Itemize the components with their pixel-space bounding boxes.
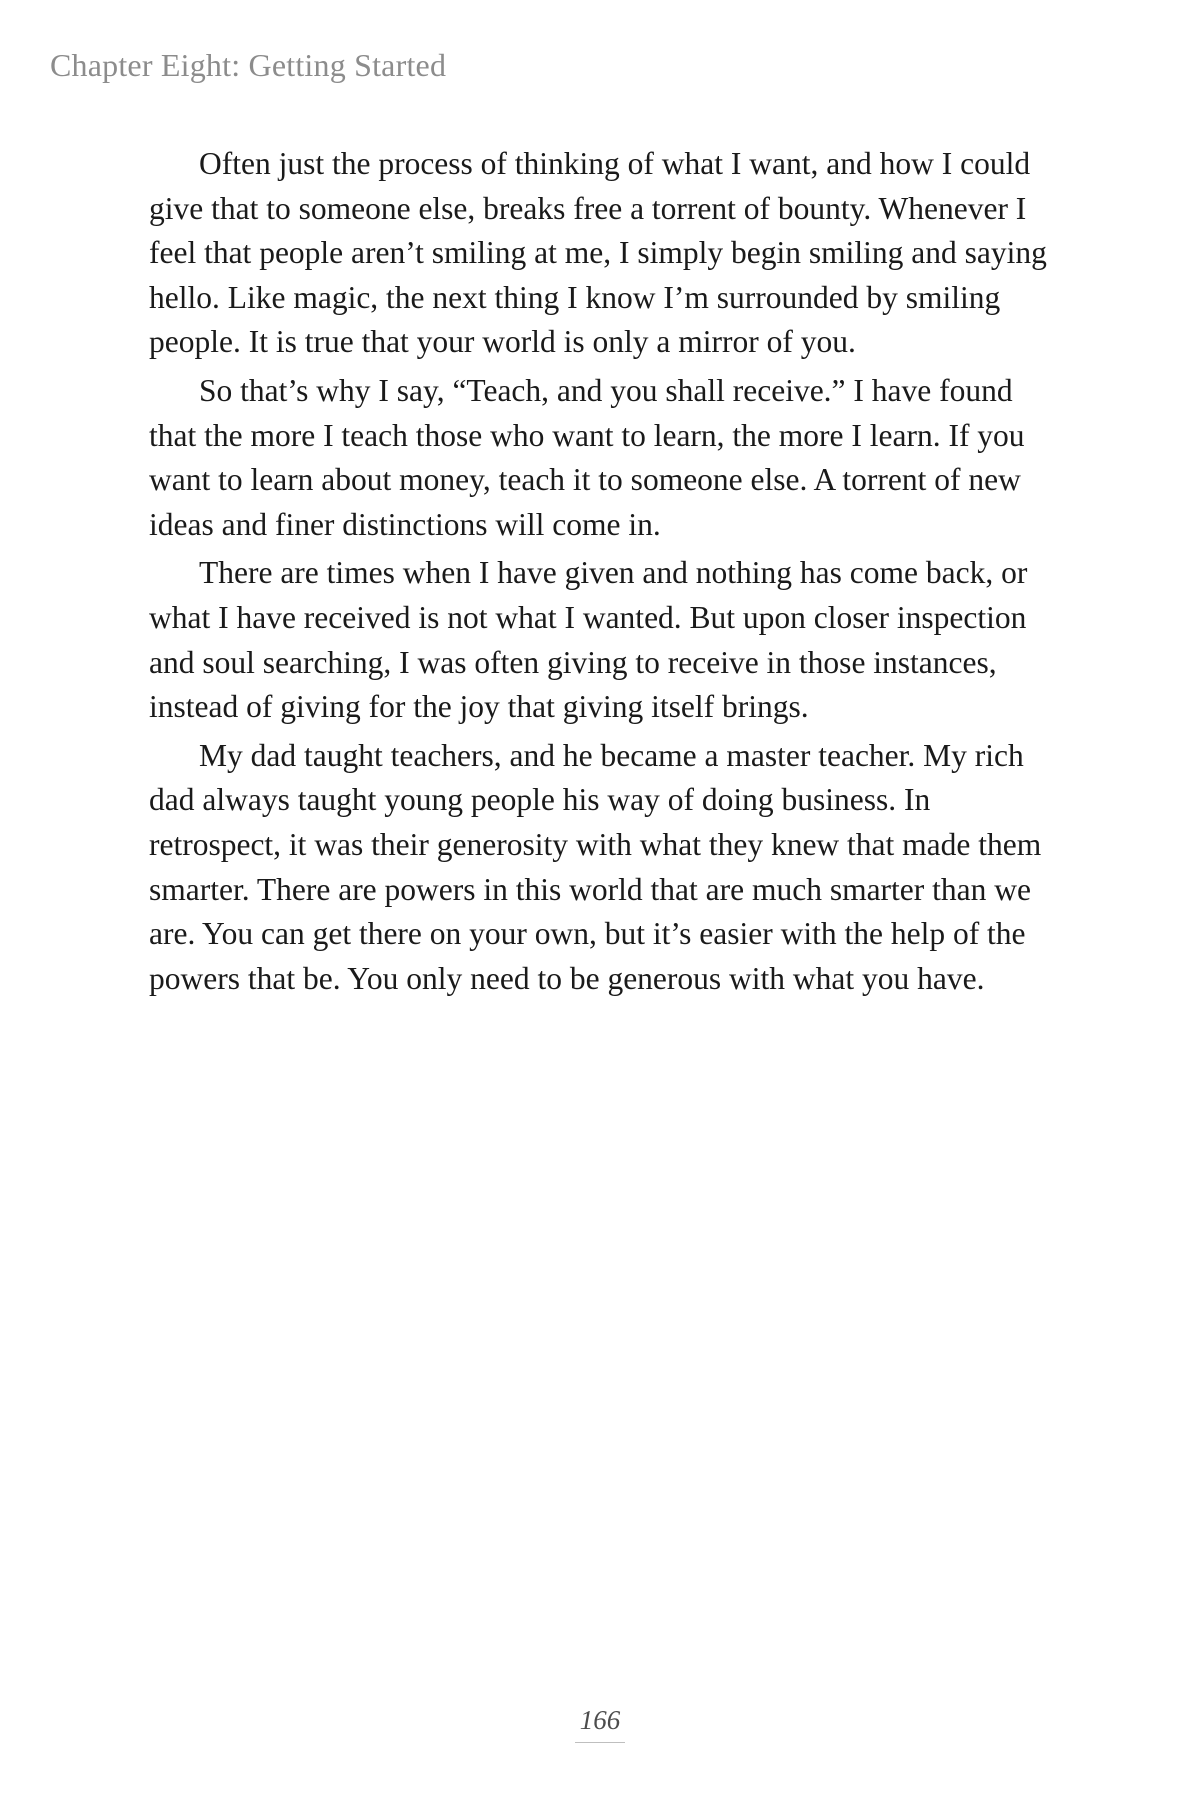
- folio: [0, 1705, 1200, 1743]
- paragraph-2: So that’s why I say, “Teach, and you shall receive.” I have found that the more I teach those who want to learn, the more I learn. If you want to learn about money, teach it to someone else. A torrent of new ideas and finer distinctions will come in.: [149, 372, 1025, 542]
- body-text: [149, 142, 1049, 1005]
- paragraph-1: Often just the process of thinking of what I want, and how I could give that to someone else, breaks free a torrent of bounty. Whenever I feel that people aren’t smiling at me, I simply begin smiling and saying hello. Like magic, the next thing I know I’m surrounded by smiling people. It is true that your world is only a mirror of you.: [149, 146, 1047, 360]
- page-number: 166: [575, 1705, 626, 1743]
- paragraph-4: My dad taught teachers, and he became a master teacher. My rich dad always taught young people his way of doing business. In retrospect, it was their generosity with what they knew that made them smarter. There are powers in this world that are much smarter than we are. You can get there on your own, but it’s easier with the help of the powers that be. You only need to be generous with what you have.: [149, 737, 1042, 996]
- running-head: Chapter Eight: Getting Started: [50, 47, 447, 83]
- paragraph-3: There are times when I have given and nothing has come back, or what I have received is not what I wanted. But upon closer inspection and soul searching, I was often giving to receive in those instances, instead of giving for the joy that giving itself brings.: [149, 555, 1028, 725]
